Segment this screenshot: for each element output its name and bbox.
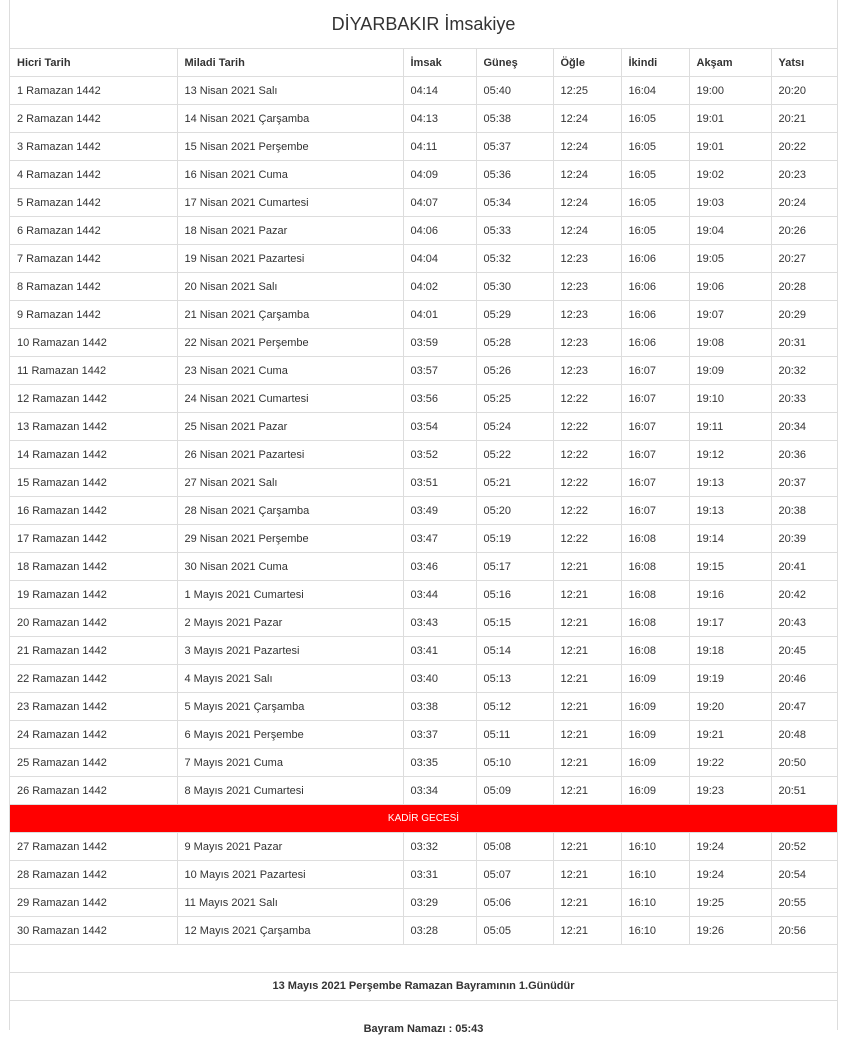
gunes-cell: 05:24 bbox=[476, 413, 553, 441]
ogle-cell: 12:22 bbox=[553, 525, 621, 553]
yatsi-cell: 20:55 bbox=[771, 889, 837, 917]
aksam-cell: 19:23 bbox=[689, 777, 771, 805]
ikindi-cell: 16:05 bbox=[621, 161, 689, 189]
aksam-cell: 19:11 bbox=[689, 413, 771, 441]
imsak-cell: 04:01 bbox=[403, 301, 476, 329]
gunes-cell: 05:10 bbox=[476, 749, 553, 777]
aksam-cell: 19:19 bbox=[689, 665, 771, 693]
gunes-cell: 05:06 bbox=[476, 889, 553, 917]
miladi-tarih-cell: 15 Nisan 2021 Perşembe bbox=[177, 133, 403, 161]
gunes-cell: 05:14 bbox=[476, 637, 553, 665]
gunes-cell: 05:40 bbox=[476, 77, 553, 105]
header-aksam: Akşam bbox=[689, 49, 771, 77]
table-row bbox=[10, 609, 837, 637]
imsak-cell: 03:31 bbox=[403, 861, 476, 889]
miladi-tarih-cell: 21 Nisan 2021 Çarşamba bbox=[177, 301, 403, 329]
table-header-row bbox=[10, 49, 837, 77]
gunes-cell: 05:21 bbox=[476, 469, 553, 497]
table-body-ramadan-1-26 bbox=[10, 77, 837, 805]
imsak-cell: 04:14 bbox=[403, 77, 476, 105]
ogle-cell: 12:21 bbox=[553, 861, 621, 889]
hicri-tarih-cell: 16 Ramazan 1442 bbox=[10, 497, 177, 525]
hicri-tarih-cell: 25 Ramazan 1442 bbox=[10, 749, 177, 777]
ikindi-cell: 16:05 bbox=[621, 217, 689, 245]
ikindi-cell: 16:05 bbox=[621, 105, 689, 133]
ikindi-cell: 16:08 bbox=[621, 609, 689, 637]
imsak-cell: 04:07 bbox=[403, 189, 476, 217]
table-row bbox=[10, 469, 837, 497]
aksam-cell: 19:22 bbox=[689, 749, 771, 777]
table-row bbox=[10, 777, 837, 805]
ogle-cell: 12:24 bbox=[553, 189, 621, 217]
ogle-cell: 12:22 bbox=[553, 385, 621, 413]
ikindi-cell: 16:06 bbox=[621, 245, 689, 273]
ogle-cell: 12:21 bbox=[553, 581, 621, 609]
miladi-tarih-cell: 22 Nisan 2021 Perşembe bbox=[177, 329, 403, 357]
imsak-cell: 04:11 bbox=[403, 133, 476, 161]
hicri-tarih-cell: 5 Ramazan 1442 bbox=[10, 189, 177, 217]
aksam-cell: 19:08 bbox=[689, 329, 771, 357]
imsakiye-table bbox=[10, 49, 837, 945]
ogle-cell: 12:23 bbox=[553, 245, 621, 273]
table-row bbox=[10, 441, 837, 469]
aksam-cell: 19:18 bbox=[689, 637, 771, 665]
table-row bbox=[10, 413, 837, 441]
yatsi-cell: 20:54 bbox=[771, 861, 837, 889]
ogle-cell: 12:21 bbox=[553, 917, 621, 945]
aksam-cell: 19:07 bbox=[689, 301, 771, 329]
ogle-cell: 12:21 bbox=[553, 553, 621, 581]
page-title: DİYARBAKIR İmsakiye bbox=[10, 0, 837, 49]
aksam-cell: 19:24 bbox=[689, 861, 771, 889]
yatsi-cell: 20:26 bbox=[771, 217, 837, 245]
ikindi-cell: 16:10 bbox=[621, 889, 689, 917]
ikindi-cell: 16:06 bbox=[621, 301, 689, 329]
aksam-cell: 19:13 bbox=[689, 469, 771, 497]
yatsi-cell: 20:33 bbox=[771, 385, 837, 413]
hicri-tarih-cell: 18 Ramazan 1442 bbox=[10, 553, 177, 581]
gunes-cell: 05:26 bbox=[476, 357, 553, 385]
ikindi-cell: 16:08 bbox=[621, 581, 689, 609]
ikindi-cell: 16:06 bbox=[621, 329, 689, 357]
yatsi-cell: 20:28 bbox=[771, 273, 837, 301]
table-row bbox=[10, 749, 837, 777]
aksam-cell: 19:15 bbox=[689, 553, 771, 581]
imsak-cell: 03:47 bbox=[403, 525, 476, 553]
miladi-tarih-cell: 27 Nisan 2021 Salı bbox=[177, 469, 403, 497]
miladi-tarih-cell: 30 Nisan 2021 Cuma bbox=[177, 553, 403, 581]
table-row bbox=[10, 329, 837, 357]
ogle-cell: 12:24 bbox=[553, 161, 621, 189]
hicri-tarih-cell: 26 Ramazan 1442 bbox=[10, 777, 177, 805]
gunes-cell: 05:05 bbox=[476, 917, 553, 945]
aksam-cell: 19:03 bbox=[689, 189, 771, 217]
yatsi-cell: 20:42 bbox=[771, 581, 837, 609]
ikindi-cell: 16:10 bbox=[621, 861, 689, 889]
miladi-tarih-cell: 13 Nisan 2021 Salı bbox=[177, 77, 403, 105]
gunes-cell: 05:11 bbox=[476, 721, 553, 749]
yatsi-cell: 20:46 bbox=[771, 665, 837, 693]
ikindi-cell: 16:07 bbox=[621, 357, 689, 385]
ogle-cell: 12:24 bbox=[553, 105, 621, 133]
imsak-cell: 03:29 bbox=[403, 889, 476, 917]
gunes-cell: 05:17 bbox=[476, 553, 553, 581]
ikindi-cell: 16:08 bbox=[621, 553, 689, 581]
imsak-cell: 03:40 bbox=[403, 665, 476, 693]
ikindi-cell: 16:09 bbox=[621, 777, 689, 805]
table-row bbox=[10, 301, 837, 329]
hicri-tarih-cell: 28 Ramazan 1442 bbox=[10, 861, 177, 889]
aksam-cell: 19:24 bbox=[689, 833, 771, 861]
gunes-cell: 05:08 bbox=[476, 833, 553, 861]
table-row bbox=[10, 861, 837, 889]
imsak-cell: 03:37 bbox=[403, 721, 476, 749]
ogle-cell: 12:22 bbox=[553, 413, 621, 441]
imsak-cell: 03:46 bbox=[403, 553, 476, 581]
table-body-special bbox=[10, 805, 837, 833]
table-row bbox=[10, 693, 837, 721]
table-row bbox=[10, 833, 837, 861]
miladi-tarih-cell: 23 Nisan 2021 Cuma bbox=[177, 357, 403, 385]
miladi-tarih-cell: 10 Mayıs 2021 Pazartesi bbox=[177, 861, 403, 889]
imsak-cell: 03:57 bbox=[403, 357, 476, 385]
ikindi-cell: 16:10 bbox=[621, 833, 689, 861]
table-row bbox=[10, 637, 837, 665]
miladi-tarih-cell: 25 Nisan 2021 Pazar bbox=[177, 413, 403, 441]
ikindi-cell: 16:10 bbox=[621, 917, 689, 945]
ogle-cell: 12:23 bbox=[553, 329, 621, 357]
imsak-cell: 03:51 bbox=[403, 469, 476, 497]
ikindi-cell: 16:07 bbox=[621, 469, 689, 497]
hicri-tarih-cell: 13 Ramazan 1442 bbox=[10, 413, 177, 441]
hicri-tarih-cell: 1 Ramazan 1442 bbox=[10, 77, 177, 105]
gunes-cell: 05:28 bbox=[476, 329, 553, 357]
table-row bbox=[10, 917, 837, 945]
hicri-tarih-cell: 10 Ramazan 1442 bbox=[10, 329, 177, 357]
gunes-cell: 05:12 bbox=[476, 693, 553, 721]
ikindi-cell: 16:07 bbox=[621, 497, 689, 525]
hicri-tarih-cell: 15 Ramazan 1442 bbox=[10, 469, 177, 497]
hicri-tarih-cell: 19 Ramazan 1442 bbox=[10, 581, 177, 609]
yatsi-cell: 20:39 bbox=[771, 525, 837, 553]
yatsi-cell: 20:45 bbox=[771, 637, 837, 665]
table-row bbox=[10, 133, 837, 161]
gunes-cell: 05:33 bbox=[476, 217, 553, 245]
ogle-cell: 12:21 bbox=[553, 693, 621, 721]
imsak-cell: 03:35 bbox=[403, 749, 476, 777]
ikindi-cell: 16:09 bbox=[621, 721, 689, 749]
gunes-cell: 05:37 bbox=[476, 133, 553, 161]
header-miladi: Miladi Tarih bbox=[177, 49, 403, 77]
yatsi-cell: 20:38 bbox=[771, 497, 837, 525]
miladi-tarih-cell: 9 Mayıs 2021 Pazar bbox=[177, 833, 403, 861]
ogle-cell: 12:25 bbox=[553, 77, 621, 105]
yatsi-cell: 20:34 bbox=[771, 413, 837, 441]
miladi-tarih-cell: 14 Nisan 2021 Çarşamba bbox=[177, 105, 403, 133]
aksam-cell: 19:06 bbox=[689, 273, 771, 301]
ogle-cell: 12:24 bbox=[553, 217, 621, 245]
ogle-cell: 12:22 bbox=[553, 469, 621, 497]
table-row bbox=[10, 665, 837, 693]
imsak-cell: 04:04 bbox=[403, 245, 476, 273]
gunes-cell: 05:34 bbox=[476, 189, 553, 217]
ikindi-cell: 16:07 bbox=[621, 413, 689, 441]
imsak-cell: 03:38 bbox=[403, 693, 476, 721]
aksam-cell: 19:10 bbox=[689, 385, 771, 413]
imsak-cell: 04:13 bbox=[403, 105, 476, 133]
hicri-tarih-cell: 9 Ramazan 1442 bbox=[10, 301, 177, 329]
hicri-tarih-cell: 23 Ramazan 1442 bbox=[10, 693, 177, 721]
miladi-tarih-cell: 4 Mayıs 2021 Salı bbox=[177, 665, 403, 693]
imsak-cell: 03:59 bbox=[403, 329, 476, 357]
yatsi-cell: 20:52 bbox=[771, 833, 837, 861]
yatsi-cell: 20:29 bbox=[771, 301, 837, 329]
aksam-cell: 19:16 bbox=[689, 581, 771, 609]
imsak-cell: 03:52 bbox=[403, 441, 476, 469]
miladi-tarih-cell: 17 Nisan 2021 Cumartesi bbox=[177, 189, 403, 217]
table-row bbox=[10, 105, 837, 133]
ikindi-cell: 16:04 bbox=[621, 77, 689, 105]
table-row bbox=[10, 497, 837, 525]
table-row bbox=[10, 525, 837, 553]
imsak-cell: 03:54 bbox=[403, 413, 476, 441]
aksam-cell: 19:09 bbox=[689, 357, 771, 385]
miladi-tarih-cell: 19 Nisan 2021 Pazartesi bbox=[177, 245, 403, 273]
miladi-tarih-cell: 28 Nisan 2021 Çarşamba bbox=[177, 497, 403, 525]
spacer-row bbox=[10, 945, 837, 973]
ikindi-cell: 16:09 bbox=[621, 693, 689, 721]
table-row bbox=[10, 161, 837, 189]
miladi-tarih-cell: 24 Nisan 2021 Cumartesi bbox=[177, 385, 403, 413]
hicri-tarih-cell: 24 Ramazan 1442 bbox=[10, 721, 177, 749]
ikindi-cell: 16:09 bbox=[621, 665, 689, 693]
hicri-tarih-cell: 20 Ramazan 1442 bbox=[10, 609, 177, 637]
ogle-cell: 12:23 bbox=[553, 357, 621, 385]
ogle-cell: 12:21 bbox=[553, 721, 621, 749]
ikindi-cell: 16:06 bbox=[621, 273, 689, 301]
imsak-cell: 04:06 bbox=[403, 217, 476, 245]
aksam-cell: 19:20 bbox=[689, 693, 771, 721]
hicri-tarih-cell: 3 Ramazan 1442 bbox=[10, 133, 177, 161]
header-imsak: İmsak bbox=[403, 49, 476, 77]
table-row bbox=[10, 889, 837, 917]
gunes-cell: 05:16 bbox=[476, 581, 553, 609]
ogle-cell: 12:22 bbox=[553, 497, 621, 525]
table-row bbox=[10, 217, 837, 245]
yatsi-cell: 20:48 bbox=[771, 721, 837, 749]
yatsi-cell: 20:51 bbox=[771, 777, 837, 805]
imsak-cell: 03:28 bbox=[403, 917, 476, 945]
ikindi-cell: 16:05 bbox=[621, 189, 689, 217]
ogle-cell: 12:24 bbox=[553, 133, 621, 161]
aksam-cell: 19:12 bbox=[689, 441, 771, 469]
miladi-tarih-cell: 2 Mayıs 2021 Pazar bbox=[177, 609, 403, 637]
header-ogle: Öğle bbox=[553, 49, 621, 77]
imsak-cell: 03:32 bbox=[403, 833, 476, 861]
header-ikindi: İkindi bbox=[621, 49, 689, 77]
hicri-tarih-cell: 8 Ramazan 1442 bbox=[10, 273, 177, 301]
table-row bbox=[10, 245, 837, 273]
hicri-tarih-cell: 6 Ramazan 1442 bbox=[10, 217, 177, 245]
yatsi-cell: 20:22 bbox=[771, 133, 837, 161]
ikindi-cell: 16:07 bbox=[621, 385, 689, 413]
gunes-cell: 05:13 bbox=[476, 665, 553, 693]
table-row bbox=[10, 357, 837, 385]
miladi-tarih-cell: 3 Mayıs 2021 Pazartesi bbox=[177, 637, 403, 665]
aksam-cell: 19:17 bbox=[689, 609, 771, 637]
ikindi-cell: 16:05 bbox=[621, 133, 689, 161]
ikindi-cell: 16:08 bbox=[621, 525, 689, 553]
imsak-cell: 03:56 bbox=[403, 385, 476, 413]
gunes-cell: 05:29 bbox=[476, 301, 553, 329]
yatsi-cell: 20:20 bbox=[771, 77, 837, 105]
table-row bbox=[10, 581, 837, 609]
hicri-tarih-cell: 30 Ramazan 1442 bbox=[10, 917, 177, 945]
hicri-tarih-cell: 27 Ramazan 1442 bbox=[10, 833, 177, 861]
aksam-cell: 19:13 bbox=[689, 497, 771, 525]
aksam-cell: 19:25 bbox=[689, 889, 771, 917]
aksam-cell: 19:02 bbox=[689, 161, 771, 189]
ikindi-cell: 16:07 bbox=[621, 441, 689, 469]
hicri-tarih-cell: 22 Ramazan 1442 bbox=[10, 665, 177, 693]
ogle-cell: 12:23 bbox=[553, 273, 621, 301]
aksam-cell: 19:26 bbox=[689, 917, 771, 945]
ogle-cell: 12:21 bbox=[553, 749, 621, 777]
yatsi-cell: 20:32 bbox=[771, 357, 837, 385]
miladi-tarih-cell: 11 Mayıs 2021 Salı bbox=[177, 889, 403, 917]
table-row bbox=[10, 385, 837, 413]
hicri-tarih-cell: 4 Ramazan 1442 bbox=[10, 161, 177, 189]
imsak-cell: 03:44 bbox=[403, 581, 476, 609]
table-row bbox=[10, 553, 837, 581]
aksam-cell: 19:14 bbox=[689, 525, 771, 553]
ikindi-cell: 16:09 bbox=[621, 749, 689, 777]
imsak-cell: 03:43 bbox=[403, 609, 476, 637]
ogle-cell: 12:23 bbox=[553, 301, 621, 329]
hicri-tarih-cell: 17 Ramazan 1442 bbox=[10, 525, 177, 553]
miladi-tarih-cell: 1 Mayıs 2021 Cumartesi bbox=[177, 581, 403, 609]
table-row bbox=[10, 77, 837, 105]
kadir-gecesi-label: KADİR GECESİ bbox=[10, 805, 837, 833]
kadir-gecesi-row bbox=[10, 805, 837, 833]
gunes-cell: 05:20 bbox=[476, 497, 553, 525]
miladi-tarih-cell: 6 Mayıs 2021 Perşembe bbox=[177, 721, 403, 749]
hicri-tarih-cell: 7 Ramazan 1442 bbox=[10, 245, 177, 273]
gunes-cell: 05:07 bbox=[476, 861, 553, 889]
miladi-tarih-cell: 7 Mayıs 2021 Cuma bbox=[177, 749, 403, 777]
hicri-tarih-cell: 12 Ramazan 1442 bbox=[10, 385, 177, 413]
aksam-cell: 19:00 bbox=[689, 77, 771, 105]
imsakiye-panel bbox=[9, 0, 838, 1035]
imsak-cell: 03:41 bbox=[403, 637, 476, 665]
miladi-tarih-cell: 26 Nisan 2021 Pazartesi bbox=[177, 441, 403, 469]
gunes-cell: 05:32 bbox=[476, 245, 553, 273]
yatsi-cell: 20:23 bbox=[771, 161, 837, 189]
yatsi-cell: 20:36 bbox=[771, 441, 837, 469]
yatsi-cell: 20:43 bbox=[771, 609, 837, 637]
gunes-cell: 05:15 bbox=[476, 609, 553, 637]
yatsi-cell: 20:24 bbox=[771, 189, 837, 217]
bayram-namazi: Bayram Namazı : 05:43 bbox=[363, 1023, 484, 1035]
miladi-tarih-cell: 5 Mayıs 2021 Çarşamba bbox=[177, 693, 403, 721]
imsak-cell: 04:02 bbox=[403, 273, 476, 301]
miladi-tarih-cell: 16 Nisan 2021 Cuma bbox=[177, 161, 403, 189]
aksam-cell: 19:01 bbox=[689, 133, 771, 161]
hicri-tarih-cell: 11 Ramazan 1442 bbox=[10, 357, 177, 385]
ogle-cell: 12:21 bbox=[553, 833, 621, 861]
ogle-cell: 12:21 bbox=[553, 889, 621, 917]
ogle-cell: 12:21 bbox=[553, 665, 621, 693]
yatsi-cell: 20:56 bbox=[771, 917, 837, 945]
table-row bbox=[10, 189, 837, 217]
aksam-cell: 19:04 bbox=[689, 217, 771, 245]
gunes-cell: 05:36 bbox=[476, 161, 553, 189]
hicri-tarih-cell: 14 Ramazan 1442 bbox=[10, 441, 177, 469]
ogle-cell: 12:22 bbox=[553, 441, 621, 469]
ogle-cell: 12:21 bbox=[553, 777, 621, 805]
gunes-cell: 05:30 bbox=[476, 273, 553, 301]
imsak-cell: 03:49 bbox=[403, 497, 476, 525]
ogle-cell: 12:21 bbox=[553, 637, 621, 665]
imsak-cell: 03:34 bbox=[403, 777, 476, 805]
header-gunes: Güneş bbox=[476, 49, 553, 77]
hicri-tarih-cell: 29 Ramazan 1442 bbox=[10, 889, 177, 917]
miladi-tarih-cell: 18 Nisan 2021 Pazar bbox=[177, 217, 403, 245]
gunes-cell: 05:25 bbox=[476, 385, 553, 413]
yatsi-cell: 20:21 bbox=[771, 105, 837, 133]
yatsi-cell: 20:31 bbox=[771, 329, 837, 357]
yatsi-cell: 20:27 bbox=[771, 245, 837, 273]
header-hicri: Hicri Tarih bbox=[10, 49, 177, 77]
hicri-tarih-cell: 21 Ramazan 1442 bbox=[10, 637, 177, 665]
gunes-cell: 05:22 bbox=[476, 441, 553, 469]
gunes-cell: 05:09 bbox=[476, 777, 553, 805]
imsak-cell: 04:09 bbox=[403, 161, 476, 189]
miladi-tarih-cell: 29 Nisan 2021 Perşembe bbox=[177, 525, 403, 553]
yatsi-cell: 20:47 bbox=[771, 693, 837, 721]
ogle-cell: 12:21 bbox=[553, 609, 621, 637]
hicri-tarih-cell: 2 Ramazan 1442 bbox=[10, 105, 177, 133]
miladi-tarih-cell: 20 Nisan 2021 Salı bbox=[177, 273, 403, 301]
yatsi-cell: 20:37 bbox=[771, 469, 837, 497]
table-body-ramadan-27-30 bbox=[10, 833, 837, 945]
aksam-cell: 19:05 bbox=[689, 245, 771, 273]
gunes-cell: 05:19 bbox=[476, 525, 553, 553]
yatsi-cell: 20:50 bbox=[771, 749, 837, 777]
miladi-tarih-cell: 8 Mayıs 2021 Cumartesi bbox=[177, 777, 403, 805]
table-row bbox=[10, 721, 837, 749]
miladi-tarih-cell: 12 Mayıs 2021 Çarşamba bbox=[177, 917, 403, 945]
aksam-cell: 19:21 bbox=[689, 721, 771, 749]
bayram-note: 13 Mayıs 2021 Perşembe Ramazan Bayramının 1.Günüdür bbox=[10, 973, 837, 1001]
table-row bbox=[10, 273, 837, 301]
gunes-cell: 05:38 bbox=[476, 105, 553, 133]
header-yatsi: Yatsı bbox=[771, 49, 837, 77]
yatsi-cell: 20:41 bbox=[771, 553, 837, 581]
aksam-cell: 19:01 bbox=[689, 105, 771, 133]
ikindi-cell: 16:08 bbox=[621, 637, 689, 665]
